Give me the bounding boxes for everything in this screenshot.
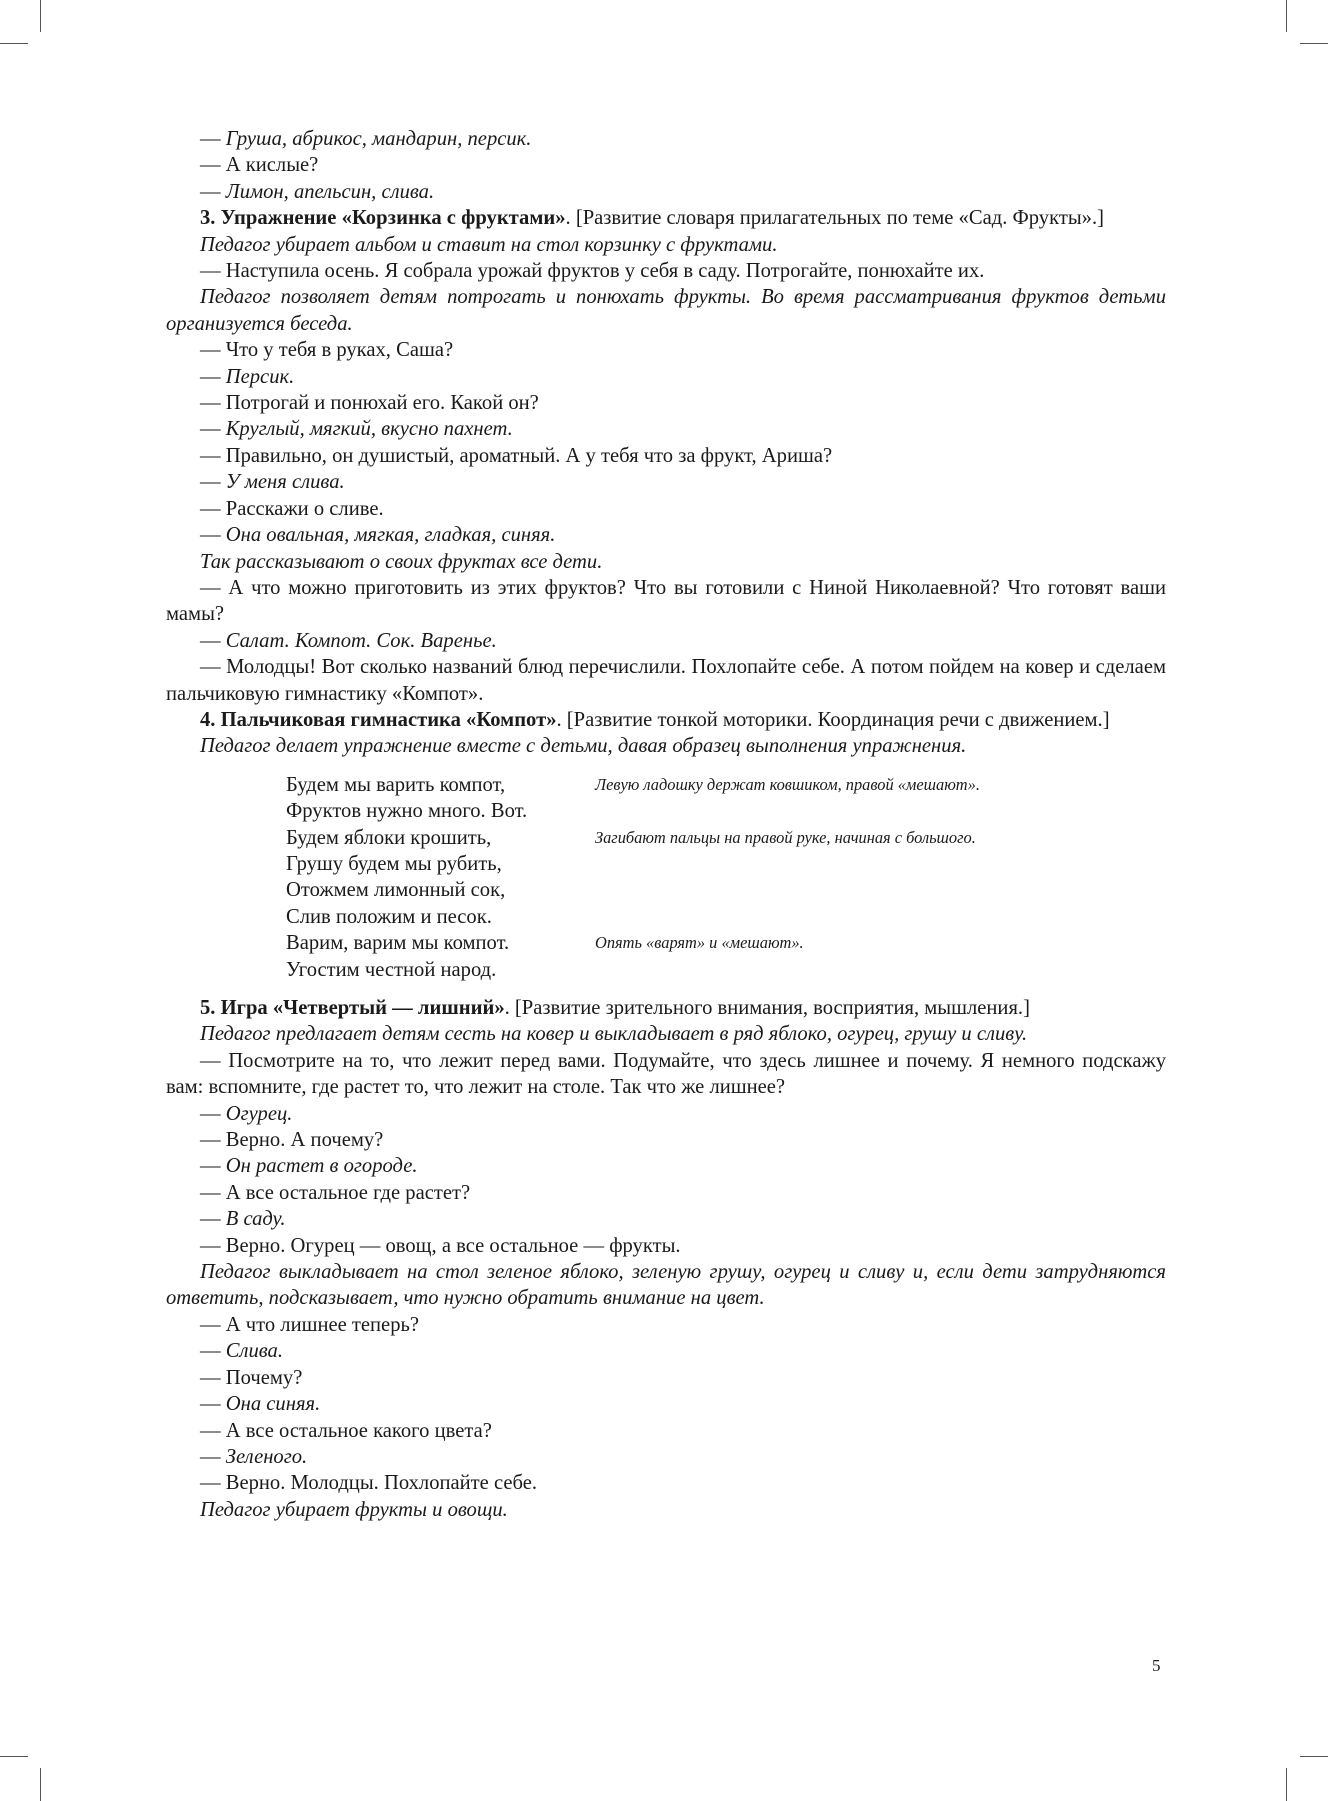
text-run: . [Развитие словаря прилагательных по теме «Сад. Фрукты».] (565, 207, 1104, 230)
poem-verse: Грушу будем мы рубить, (286, 852, 502, 875)
paragraph (166, 258, 1166, 284)
crop-mark (1286, 1768, 1287, 1801)
italic-text: Она синяя. (225, 1393, 321, 1416)
poem-verse: Будем мы варить компот, (286, 773, 506, 796)
text-run: — (200, 1445, 226, 1468)
italic-text: Он растет в огороде. (225, 1155, 418, 1178)
italic-text: Педагог убирает фрукты и овощи. (200, 1498, 508, 1521)
poem-verse: Слив положим и песок. (286, 905, 492, 928)
italic-text: Персик. (225, 365, 295, 388)
poem-instruction (595, 851, 1155, 877)
poem-verse: Будем яблоки крошить, (286, 826, 492, 849)
italic-text: Педагог позволяет детям потрогать и понюхать фрукты. Во время рассматривания фруктов детьми организуется беседа. (166, 286, 1166, 335)
italic-text: Салат. Компот. Сок. Варенье. (225, 629, 497, 652)
paragraph (166, 654, 1166, 707)
paragraph (166, 575, 1166, 628)
crop-mark (0, 1756, 28, 1757)
text-run: — Что у тебя в руках, Саша? (200, 339, 454, 362)
poem-instruction (595, 798, 1155, 824)
poem-instruction: Загибают пальцы на правой руке, начиная с большого. (595, 827, 976, 847)
text-run: — Потрогай и понюхай его. Какой он? (200, 392, 539, 415)
text-run: — (200, 629, 226, 652)
paragraph (166, 1206, 1166, 1232)
paragraph (166, 232, 1166, 258)
italic-text: Педагог предлагает детям сесть на ковер и выкладывает в ряд яблоко, огурец, грушу и сливу. (200, 1023, 1028, 1046)
italic-text: Груша, абрикос, мандарин, персик. (225, 128, 532, 150)
text-run: — (200, 1208, 226, 1231)
paragraph (166, 205, 1166, 231)
paragraph (166, 1418, 1166, 1444)
section-heading: 5. Игра «Четвертый — лишний» (200, 997, 505, 1019)
paragraph (166, 1338, 1166, 1364)
text-run: — (200, 1155, 226, 1178)
paragraph (166, 337, 1166, 363)
text-run: — (200, 1393, 226, 1416)
text-run: — (200, 1102, 226, 1125)
section-heading: 3. Упражнение «Корзинка с фруктами» (200, 207, 566, 230)
poem-verse: Фруктов нужно много. Вот. (286, 800, 528, 823)
paragraph (166, 469, 1166, 495)
poem-instruction (595, 957, 1155, 983)
paragraph (166, 1127, 1166, 1153)
finger-gymnastics-poem (286, 772, 1166, 983)
page-number: 5 (1152, 1656, 1161, 1675)
italic-text: Педагог убирает альбом и ставит на стол корзинку с фруктами. (200, 233, 778, 256)
text-run: — А что лишнее теперь? (200, 1313, 420, 1336)
paragraph (166, 416, 1166, 442)
text-section-1 (166, 126, 1166, 760)
italic-text: Зеленого. (225, 1445, 308, 1468)
italic-text: Педагог выкладывает на стол зеленое яблоко, зеленую грушу, огурец и сливу и, если дети затрудняются ответить, подсказывает, что нужно обратить внимание на цвет. (166, 1261, 1166, 1310)
text-run: — Верно. А почему? (200, 1129, 384, 1152)
italic-text: Слива. (225, 1340, 284, 1363)
paragraph (166, 1365, 1166, 1391)
italic-text: Она овальная, мягкая, гладкая, синяя. (225, 524, 556, 547)
paragraph (166, 179, 1166, 205)
poem-verse: Варим, варим мы компот. (286, 932, 510, 955)
text-section-2 (166, 995, 1166, 1523)
paragraph (166, 522, 1166, 548)
text-run: — (200, 471, 226, 494)
text-run: — (200, 418, 226, 441)
paragraph (166, 1233, 1166, 1259)
poem-verse: Угостим честной народ. (286, 958, 497, 981)
italic-text: Педагог делает упражнение вместе с детьми, давая образец выполнения упражнения. (200, 735, 967, 758)
paragraph (166, 1021, 1166, 1047)
crop-mark (40, 1768, 41, 1801)
paragraph (166, 390, 1166, 416)
paragraph (166, 628, 1166, 654)
paragraph (166, 1312, 1166, 1338)
italic-text: Круглый, мягкий, вкусно пахнет. (225, 418, 513, 441)
poem-instruction (595, 877, 1155, 903)
page-body (166, 126, 1166, 1523)
crop-mark (1300, 43, 1328, 44)
text-run: — Верно. Огурец — овощ, а все остальное — фрукты. (200, 1234, 681, 1257)
crop-mark (1300, 1756, 1328, 1757)
section-heading: 4. Пальчиковая гимнастика «Компот» (200, 708, 557, 731)
paragraph (166, 995, 1166, 1021)
text-run: — А все остальное где растет? (200, 1181, 471, 1204)
text-run: . [Развитие зрительного внимания, восприятия, мышления.] (504, 997, 1030, 1019)
paragraph (166, 1391, 1166, 1417)
crop-mark (0, 43, 28, 44)
paragraph (166, 1259, 1166, 1312)
text-run: — Расскажи о сливе. (200, 497, 384, 520)
text-run: — (200, 365, 226, 388)
crop-mark (1286, 0, 1287, 32)
text-run: — (200, 180, 226, 203)
paragraph (166, 733, 1166, 759)
text-run: — Посмотрите на то, что лежит перед вами. Подумайте, что здесь лишнее и почему. Я немного подскажу вам: вспомните, где растет то, что лежит на столе. Так что же лишнее? (166, 1049, 1166, 1099)
text-run: — (200, 128, 226, 150)
paragraph (166, 1101, 1166, 1127)
text-run: — А все остальное какого цвета? (200, 1419, 492, 1442)
paragraph (166, 1470, 1166, 1496)
italic-text: Так рассказывают о своих фруктах все дети. (200, 550, 603, 573)
text-run: — Верно. Молодцы. Похлопайте себе. (200, 1472, 537, 1495)
paragraph (166, 1497, 1166, 1523)
text-run: — (200, 524, 226, 547)
text-run: — А кислые? (200, 154, 319, 177)
text-run: — Правильно, он душистый, ароматный. А у тебя что за фрукт, Ариша? (200, 444, 833, 467)
crop-mark (40, 0, 41, 32)
poem-instruction: Левую ладошку держат ковшиком, правой «мешают». (595, 774, 980, 794)
paragraph (166, 1153, 1166, 1179)
text-run: — Почему? (200, 1366, 303, 1389)
italic-text: Огурец. (225, 1102, 293, 1125)
paragraph (166, 152, 1166, 178)
paragraph (166, 1444, 1166, 1470)
paragraph (166, 1180, 1166, 1206)
paragraph (166, 707, 1166, 733)
paragraph (166, 549, 1166, 575)
text-run: . [Развитие тонкой моторики. Координация речи с движением.] (556, 708, 1110, 731)
italic-text: В саду. (225, 1208, 286, 1231)
poem-verse: Отожмем лимонный сок, (286, 879, 506, 902)
text-run: — Наступила осень. Я собрала урожай фруктов у себя в саду. Потрогайте, понюхайте их. (200, 260, 985, 283)
paragraph (166, 364, 1166, 390)
poem-instruction: Опять «варят» и «мешают». (595, 933, 804, 953)
paragraph (166, 284, 1166, 337)
italic-text: У меня слива. (225, 471, 345, 494)
paragraph (166, 1048, 1166, 1101)
text-run: — (200, 1340, 226, 1363)
paragraph (166, 496, 1166, 522)
text-run: — А что можно приготовить из этих фруктов? Что вы готовили с Ниной Николаевной? Что готовят ваши мамы? (166, 576, 1166, 626)
text-run: — Молодцы! Вот сколько названий блюд перечислили. Похлопайте себе. А потом пойдем на ковер и сделаем пальчиковую гимнастику «Компот». (166, 656, 1166, 705)
paragraph (166, 443, 1166, 469)
poem-instruction (595, 904, 1155, 930)
paragraph (166, 126, 1166, 152)
italic-text: Лимон, апельсин, слива. (225, 180, 435, 203)
